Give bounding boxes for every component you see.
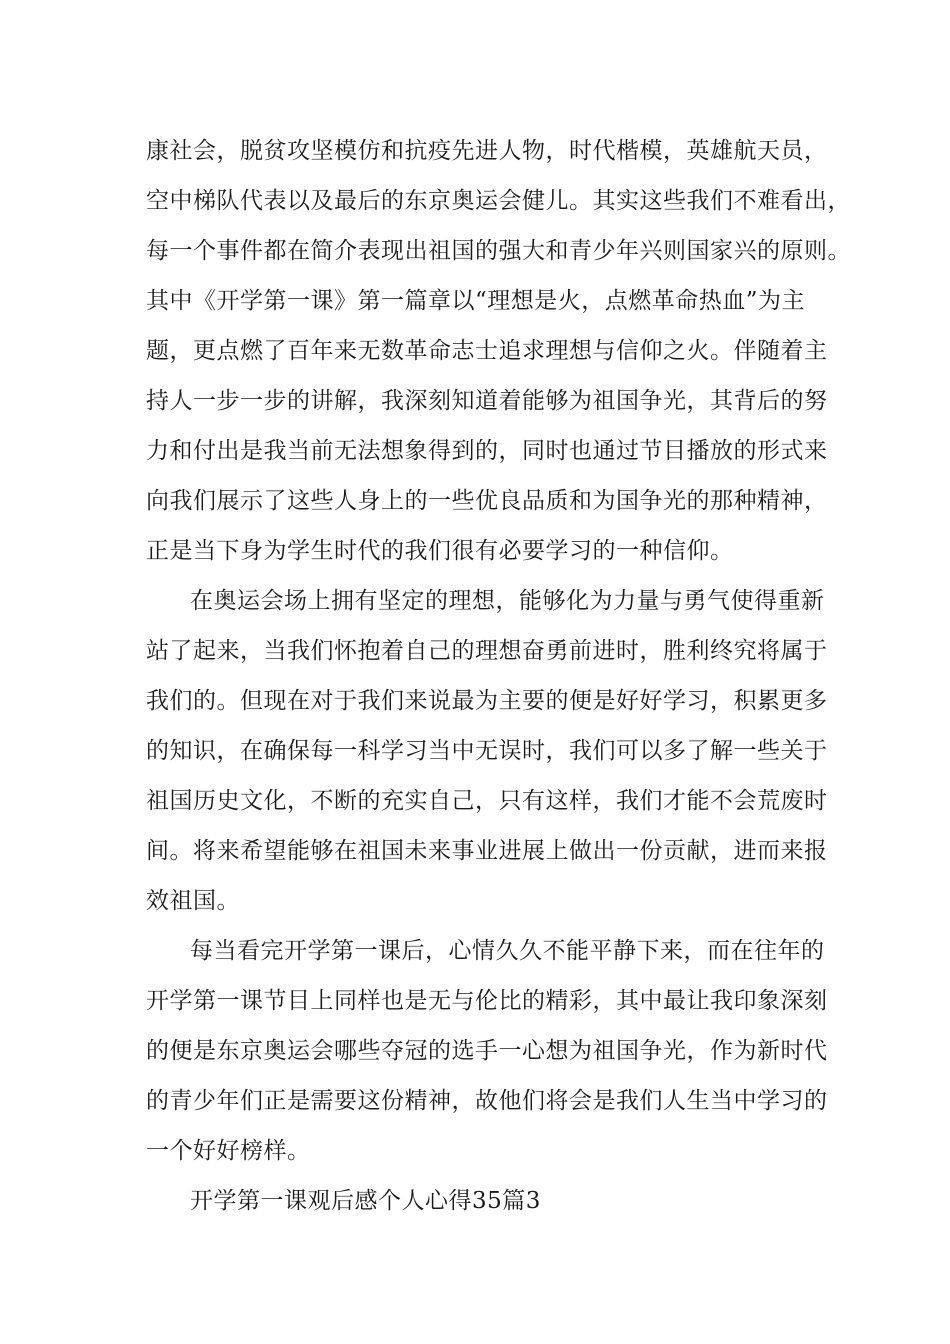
paragraph-line: 间。将来希望能够在祖国未来事业进展上做出一份贡献，进而来报 bbox=[146, 838, 828, 864]
paragraph-line: 力和付出是我当前无法想象得到的，同时也通过节目播放的形式来 bbox=[146, 438, 828, 464]
paragraph-line: 题，更点燃了百年来无数革命志士追求理想与信仰之火。伴随着主 bbox=[146, 338, 828, 364]
section-heading: 开学第一课观后感个人心得35篇3 bbox=[190, 1188, 541, 1214]
paragraph-line: 的知识，在确保每一科学习当中无误时，我们可以多了解一些关于 bbox=[146, 738, 828, 764]
paragraph-line: 效祖国。 bbox=[146, 888, 240, 914]
paragraph-line: 康社会，脱贫攻坚模仿和抗疫先进人物，时代楷模，英雄航天员， bbox=[146, 138, 828, 164]
paragraph-line: 开学第一课节目上同样也是无与伦比的精彩，其中最让我印象深刻 bbox=[146, 988, 828, 1014]
paragraph-line: 站了起来，当我们怀抱着自己的理想奋勇前进时，胜利终究将属于 bbox=[146, 638, 828, 664]
paragraph-line: 每当看完开学第一课后，心情久久不能平静下来，而在往年的 bbox=[190, 938, 825, 964]
paragraph-line: 的便是东京奥运会哪些夺冠的选手一心想为祖国争光，作为新时代 bbox=[146, 1038, 828, 1064]
paragraph-line: 正是当下身为学生时代的我们很有必要学习的一种信仰。 bbox=[146, 538, 734, 564]
paragraph-line: 空中梯队代表以及最后的东京奥运会健儿。其实这些我们不难看出， bbox=[146, 188, 851, 214]
paragraph-line: 持人一步一步的讲解，我深刻知道着能够为祖国争光，其背后的努 bbox=[146, 388, 828, 414]
paragraph-line: 的青少年们正是需要这份精神，故他们将会是我们人生当中学习的 bbox=[146, 1088, 828, 1114]
paragraph-line: 一个好好榜样。 bbox=[146, 1138, 311, 1164]
paragraph-line: 向我们展示了这些人身上的一些优良品质和为国争光的那种精神， bbox=[146, 488, 828, 514]
paragraph-line: 在奥运会场上拥有坚定的理想，能够化为力量与勇气使得重新 bbox=[190, 588, 825, 614]
paragraph-line: 其中《开学第一课》第一篇章以“理想是火，点燃革命热血”为主 bbox=[146, 288, 806, 314]
paragraph-line: 每一个事件都在简介表现出祖国的强大和青少年兴则国家兴的原则。 bbox=[146, 238, 851, 264]
paragraph-line: 我们的。但现在对于我们来说最为主要的便是好好学习，积累更多 bbox=[146, 688, 828, 714]
paragraph-line: 祖国历史文化，不断的充实自己，只有这样，我们才能不会荒废时 bbox=[146, 788, 828, 814]
